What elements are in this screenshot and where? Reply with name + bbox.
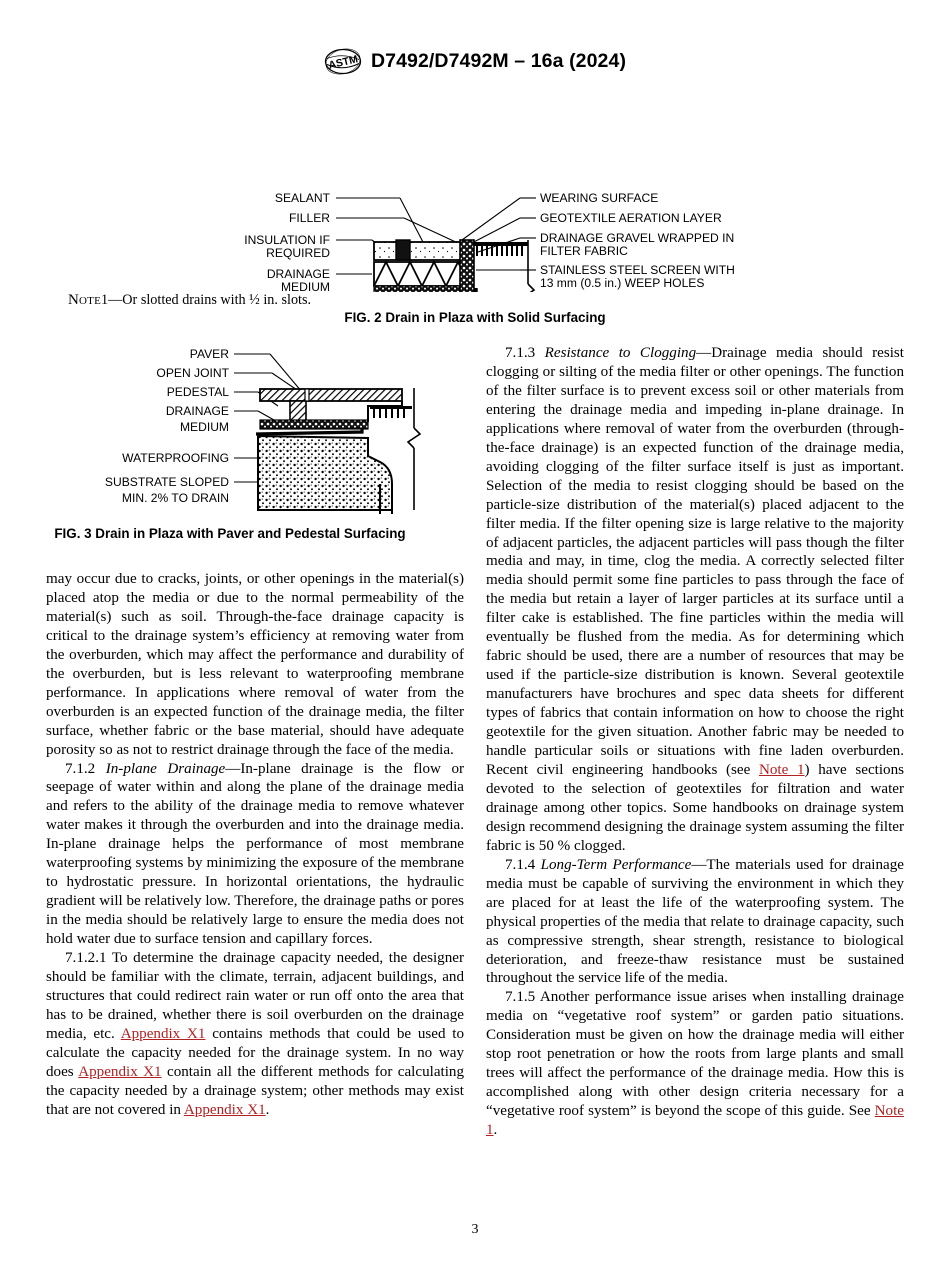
body-column-right — [486, 344, 904, 1140]
fig3-label-open-joint: OPEN JOINT — [156, 366, 229, 380]
fig2-label-wearing-surface: WEARING SURFACE — [540, 191, 659, 205]
fig2-label-gravel-2: FILTER FABRIC — [540, 244, 628, 258]
section-7-1-5-number: 7.1.5 — [505, 989, 536, 1006]
section-7-1-5-text-b: . — [493, 1122, 498, 1139]
xref-appendix-x1-3[interactable]: Appendix X1 — [183, 1101, 266, 1118]
fig2-label-insulation-1: INSULATION IF — [244, 233, 330, 247]
fig3-open-joint — [305, 389, 309, 401]
section-7-1-4-number: 7.1.4 — [505, 856, 536, 873]
xref-note-1-b[interactable]: Note 1 — [486, 1103, 904, 1139]
note-text: 1—Or slotted drains with ½ in. slots. — [101, 292, 312, 308]
fig3-label-pedestal: PEDESTAL — [166, 385, 229, 399]
fig3-label-waterproofing: WATERPROOFING — [122, 451, 229, 465]
section-7-1-3-text-b: ) have sections devoted to the selection of geotextiles for filtration and water drainage among other topics. Some handbooks on drainage system design recommend designing the drainage system assuming the filter fabric is 50 % clogged. — [486, 761, 904, 854]
fig2-label-drainage-1: DRAINAGE — [266, 267, 330, 281]
page-header — [0, 48, 950, 75]
section-7-1-4-text: —The materials used for drainage media must be capable of surviving the environment in which they are placed for at least the life of the waterproofing system. The physical properties of the media that relate to drainage capacity, such as compressive strength, shear strength, resistance to biological deterioration, and freeze-thaw resistance must be sustained throughout the service life of the media. — [486, 856, 904, 987]
paragraph-continued-text: may occur due to cracks, joints, or other openings in the material(s) placed atop the media or due to the normal permeability of the material(s) such as soil. Through-the-face drainage capacity is critical to the drainage system’s efficiency at removing water from the overburden, which may affect the performance and durability of the overburden, but is less relevant to waterproofing membrane performance. In applications where removal of water from the overburden is an expected function of the drainage media, the filter surface, whether fabric or the base material, should have adequate porosity so as not to restrict drainage through the face of the media. — [46, 571, 464, 758]
section-7-1-2-number: 7.1.2 — [65, 760, 96, 777]
fig3-drainage-medium — [260, 420, 368, 429]
section-7-1-4 — [486, 856, 904, 989]
fig3-label-substrate-1: SUBSTRATE SLOPED — [104, 475, 229, 489]
fig2-label-sealant: SEALANT — [274, 191, 330, 205]
fig2-label-geotextile: GEOTEXTILE AERATION LAYER — [540, 211, 722, 225]
section-7-1-2-1-text-b: contains methods that could be used to calculate the capacity needed for the drainage system. In no way does — [46, 1025, 464, 1080]
figure-2-note — [68, 292, 311, 309]
section-7-1-2-1-text-d: . — [265, 1101, 270, 1118]
fig2-label-screen-2: 13 mm (0.5 in.) WEEP HOLES — [540, 276, 705, 290]
fig3-substrate — [258, 436, 392, 510]
section-7-1-2-1-text-c: contain all the different methods for calculating the capacity needed by a drainage system; other methods may exist that are not covered in — [46, 1063, 464, 1118]
figure-2-drawing — [0, 92, 950, 292]
fig3-drain-weeps — [368, 401, 412, 422]
fig2-label-screen-1: STAINLESS STEEL SCREEN WITH — [540, 263, 735, 277]
fig3-paver — [260, 389, 402, 401]
section-7-1-4-term: Long-Term Performance — [540, 856, 692, 873]
fig3-label-substrate-2: MIN. 2% TO DRAIN — [121, 491, 229, 505]
section-7-1-2-1-number: 7.1.2.1 — [65, 950, 107, 967]
document-designation: D7492/D7492M – 16a (2024) — [370, 50, 627, 72]
section-7-1-2-1-text-a: To determine the drainage capacity needed, the designer should be familiar with the climate, terrain, adjacent buildings, and structures that could redirect rain water or run off onto the area that has to be drained, whether there is soil overburden on the drainage media, etc. — [46, 950, 464, 1042]
section-7-1-2-1 — [46, 949, 464, 1120]
svg-text:ASTM: ASTM — [327, 53, 360, 72]
section-7-1-2 — [46, 760, 464, 950]
body-column-left — [46, 570, 464, 1120]
page-number: 3 — [471, 1222, 479, 1237]
section-7-1-3 — [486, 344, 904, 856]
xref-appendix-x1-1[interactable]: Appendix X1 — [120, 1025, 206, 1042]
figure-3-drawing — [62, 344, 462, 514]
fig2-drainage-gravel — [374, 286, 470, 292]
section-7-1-2-term: In-plane Drainage — [105, 760, 226, 777]
fig2-label-insulation-2: REQUIRED — [266, 246, 330, 260]
note-label: Note — [68, 292, 102, 308]
figure-2-caption: FIG. 2 Drain in Plaza with Solid Surfacing — [344, 310, 606, 325]
paragraph-continued — [46, 570, 464, 760]
section-7-1-3-text-a: —Drainage media should resist clogging or silting of the media filter or other openings. The function of the filter surface is to prevent excess soil or other materials from entering the drainage media and impeding in-plane drainage. In applications where removal of water from the overburden (through-the-face drainage) is an expected function of the drainage media, avoiding clogging of the filter surface itself is just as important. Selection of the media to resist clogging should be based on the particle-size distribution of the material(s) placed adjacent to the filter media. If the filter opening size is large relative to the majority of adjacent particles, the adjacent particles will pass though the filter media and may, in time, clog the media. A correctly selected filter media should permit some fine particles to pass through the face of the media but retain a layer of larger particles at its surface until a filter cake is established. The fine particles within the media will eventually be flushed from the media. As for determining which fabric should be used, there are a number of resources that may be used if the particle-size distribution is known. Several geotextile manufacturers have brochures and spec data sheets for different types of fabrics that contain information on how to choose the right geotextile for the given situation. Another fabric may be needed to handle particular soils or situations with fine laden overburden. Recent civil engineering handbooks (see — [486, 345, 904, 778]
section-7-1-2-text: —In-plane drainage is the flow or seepage of water within and along the plane of the drainage media and refers to the ability of the drainage media to remove whatever water makes it through the overburden and into the drainage media. In-plane drainage helps the performance of most membrane waterproofing systems by minimizing the exposure of the membrane to hydrostatic pressure. In horizontal orientations, the hydraulic gradient will be relatively low. Therefore, the drainage paths or pores in the media should be relatively large to ensure the media does not hold water due to surface tension and capillary forces. — [46, 760, 465, 948]
fig2-label-gravel-1: DRAINAGE GRAVEL WRAPPED IN — [540, 231, 735, 245]
section-7-1-3-number: 7.1.3 — [505, 345, 536, 361]
fig3-label-paver: PAVER — [189, 347, 229, 361]
figure-3-caption: FIG. 3 Drain in Plaza with Paver and Pedestal Surfacing — [54, 526, 406, 541]
fig3-label-drainage-1: DRAINAGE — [165, 404, 229, 418]
fig3-label-drainage-2: MEDIUM — [179, 420, 229, 434]
fig2-wearing-surface — [374, 242, 470, 260]
section-7-1-5-text-a: Another performance issue arises when installing drainage media on “vegetative roof system” or garden patio situations. Consideration must be given on how the drainage media will either stop root penetration or how the roots from large plants and small trees will affect the performance of the drainage media. How this is accomplished along with other design criteria necessary for a “vegetative roof system” is beyond the scope of this guide. See — [486, 989, 904, 1120]
fig2-sealant-block — [396, 240, 410, 260]
fig2-weep-screen — [460, 240, 528, 292]
xref-appendix-x1-2[interactable]: Appendix X1 — [78, 1063, 162, 1080]
fig2-drainage-truss — [374, 262, 470, 286]
section-7-1-3-term: Resistance to Clogging — [544, 345, 697, 361]
astm-logo-icon — [324, 48, 362, 75]
section-7-1-5 — [486, 988, 904, 1140]
fig2-label-filler: FILLER — [289, 211, 330, 225]
fig2-label-drainage-2: MEDIUM — [280, 280, 330, 292]
xref-note-1-a[interactable]: Note 1 — [758, 761, 805, 778]
